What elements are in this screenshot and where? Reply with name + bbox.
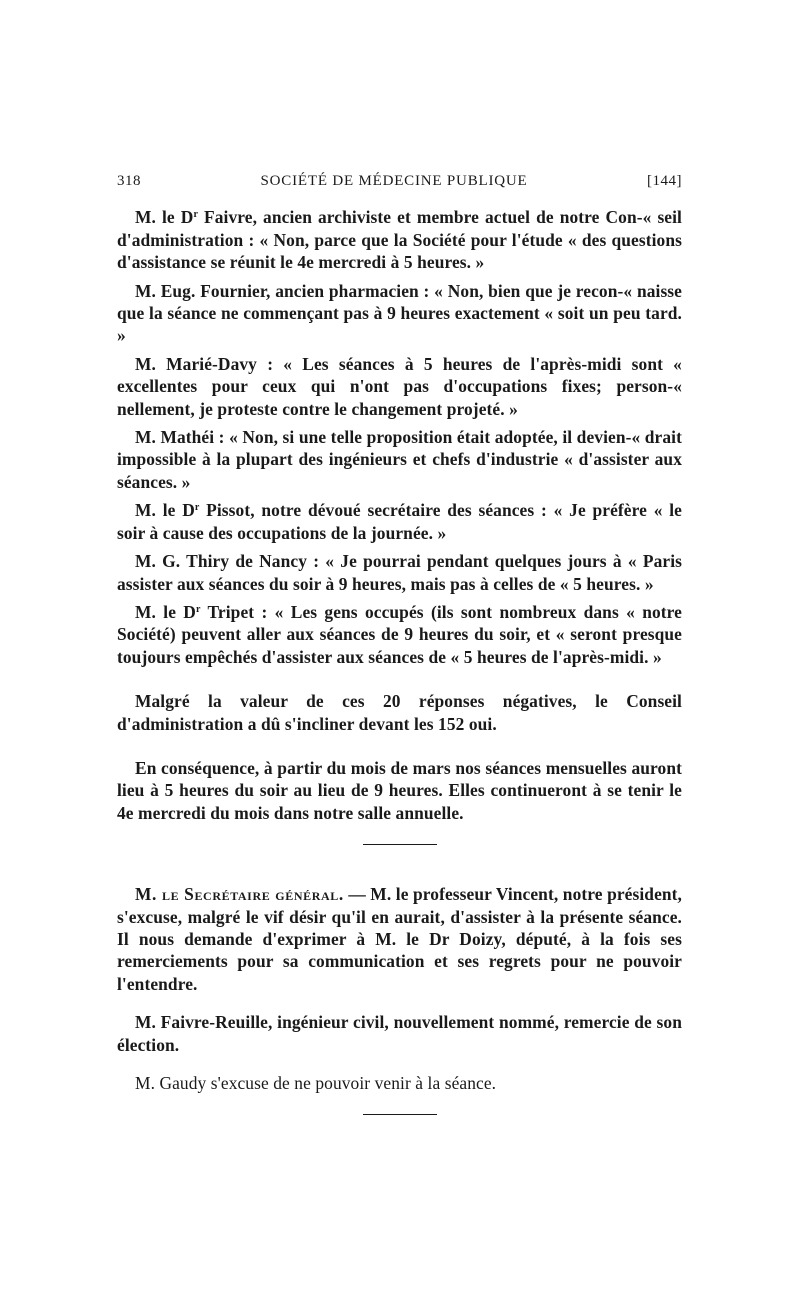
- response-paragraph: [117, 499, 682, 544]
- closing-divider: [363, 1114, 437, 1115]
- response-text: Pissot, notre dévoué secrétaire des séances : « Je préfère « le soir à cause des occupations de la journée. »: [117, 500, 682, 543]
- secretary-text: — M. le professeur Vincent, notre président, s'excuse, malgré le vif désir qu'il en aurait, d'assister à la présente séance. Il nous demande d'exprimer à M. le Dr Doizy, député, à la fois ses remerciements pour sa communication et ses regrets pour ne pouvoir l'entendre.: [117, 884, 682, 994]
- response-paragraph: [117, 353, 682, 420]
- speaker-title-sup: r: [193, 209, 198, 221]
- response-paragraph: [117, 206, 682, 273]
- decision-paragraph: En conséquence, à partir du mois de mars nos séances mensuelles auront lieu à 5 heures du soir au lieu de 9 heures. Elles continueront à se tenir le 4e mercredi du mois dans notre salle annuelle.: [117, 757, 682, 823]
- speaker-name: M. le D: [135, 500, 195, 521]
- gaudy-paragraph: M. Gaudy s'excuse de ne pouvoir venir à la séance.: [135, 1073, 497, 1093]
- document-page: [117, 170, 682, 1115]
- speaker-title-sup: r: [194, 502, 200, 514]
- speaker-name: M. Mathéi: [135, 427, 215, 448]
- response-text: Faivre, ancien archiviste et membre actuel de notre Con-« seil d'administration : « Non, parce que la Société pour l'étude « des questions d'assistance se réunit le 4e mercredi à 5 heures. »: [117, 207, 682, 273]
- speaker-name: M. le D: [135, 601, 196, 622]
- speaker-name: M. Eug.: [135, 280, 196, 301]
- secretary-paragraph: [117, 883, 682, 995]
- response-paragraph: [117, 550, 682, 595]
- response-text: Tripet : « Les gens occupés (ils sont nombreux dans « notre Société) peuvent aller aux séances de 9 heures du soir, et « seront presque toujours empêchés d'assister aux séances de « 5 heures de l'après-midi. »: [117, 601, 682, 667]
- response-paragraph: [117, 280, 682, 347]
- speaker-title-sup: r: [195, 603, 201, 615]
- speaker-name: M. le D: [135, 207, 194, 228]
- response-text: : « Les séances à 5 heures de l'après-midi sont « excellentes pour ceux qui n'ont pas d'occupations fixes; person-« nellement, je proteste contre le changement projeté. »: [117, 353, 682, 419]
- response-text: Fournier, ancien pharmacien : « Non, bien que je recon-« naisse que la séance ne commençant pas à 9 heures exactement « soit un peu tard. »: [117, 280, 682, 346]
- page-number: 318: [117, 173, 141, 189]
- running-header: [117, 170, 682, 192]
- summary-paragraph: Malgré la valeur de ces 20 réponses négatives, le Conseil d'administration a dû s'incliner devant les 152 oui.: [117, 691, 682, 734]
- faivre-reuille-paragraph: M. Faivre-Reuille, ingénieur civil, nouvellement nommé, remercie de son élection.: [117, 1012, 682, 1055]
- response-text: Thiry de Nancy : « Je pourrai pendant quelques jours à « Paris assister aux séances du soir à 9 heures, mais pas à celles de « 5 heures. »: [117, 551, 683, 594]
- response-paragraph: [117, 426, 682, 493]
- secretary-label: M. le Secrétaire général.: [135, 884, 344, 905]
- response-paragraph: [117, 601, 682, 668]
- speaker-name: M. Marié-Davy: [135, 353, 257, 374]
- folio-number: [144]: [647, 173, 682, 189]
- speaker-name: M. G.: [135, 551, 181, 572]
- running-title: SOCIÉTÉ DE MÉDECINE PUBLIQUE: [260, 173, 528, 189]
- response-text: : « Non, si une telle proposition était adoptée, il devien-« drait impossible à la plupart des ingénieurs et chefs d'industrie « d'assister aux séances. »: [117, 427, 682, 492]
